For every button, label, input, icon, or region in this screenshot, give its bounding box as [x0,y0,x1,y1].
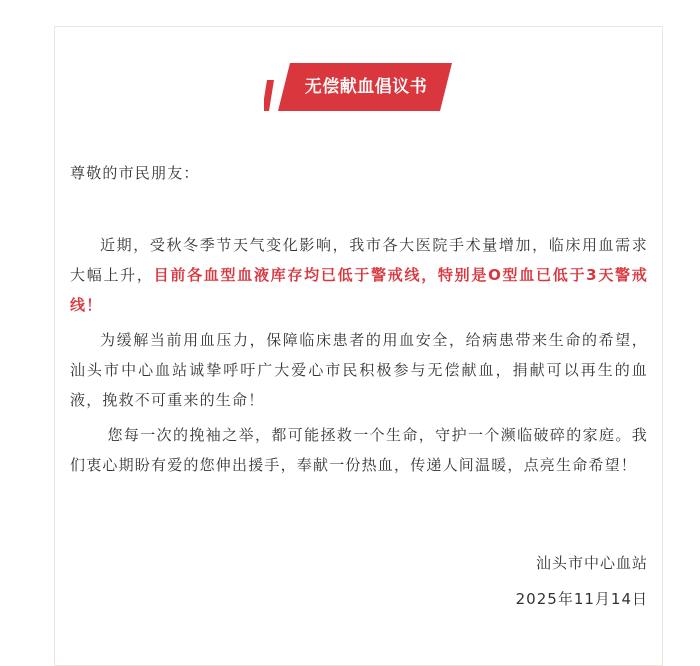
banner-stripe [264,80,274,111]
paragraph-2: 为缓解当前用血压力，保障临床患者的用血安全，给病患带来生命的希望，汕头市中心血站诚挚呼吁广大爱心市民积极参与无偿献血，捐献可以再生的血液，挽救不可重来的生命！ [70,331,648,409]
greeting: 尊敬的市民朋友： [70,164,200,182]
title-banner [264,63,452,111]
page-title: 无偿献血倡议书 [304,77,428,97]
signature: 汕头市中心血站 [535,554,648,572]
paragraph-1-text: 近期，受秋冬季节天气变化影响，我市各大医院手术量增加，临床用血需求大幅上升， [70,236,648,284]
paragraph-1 [70,230,648,320]
paragraph-1-highlight: 目前各血型血液库存均已低于警戒线，特别是O型血已低于3天警戒线！ [70,266,648,314]
signature-date: 2025年11月14日 [515,590,648,608]
paragraph-3: 您每一次的挽袖之举，都可能拯救一个生命，守护一个濒临破碎的家庭。我们衷心期盼有爱的您伸出援手，奉献一份热血，传递人间温暖，点亮生命希望！ [70,426,648,474]
